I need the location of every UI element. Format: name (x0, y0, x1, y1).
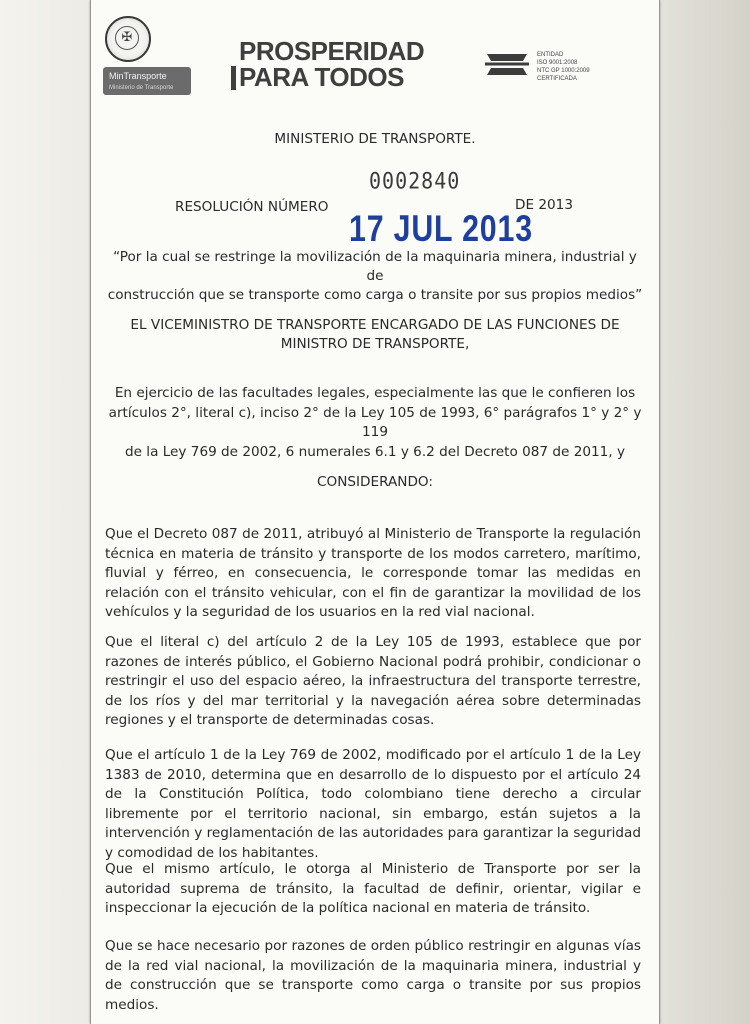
mintransporte-name: MinTransporte (109, 71, 167, 81)
mintransporte-tagline: Ministerio de Transporte (109, 85, 174, 91)
subject-line2: construcción que se transporte como carga o transite por sus propios medios” (107, 287, 643, 303)
certification-mark-icon (483, 50, 531, 78)
considerando-paragraph: Que el Decreto 087 de 2011, atribuyó al Ministerio de Transporte la regulación técnica en materia de tránsito y transporte de los modos carretero, marítimo, fluvial y férreo, en consecuencia, le corresponde tomar las medidas en relación con el tránsito vehicular, con el fin de garantizar la movilidad de los vehículos y la seguridad de los usuarios en la red vial nacional. (105, 526, 641, 620)
slogan-line2: PARA TODOS (239, 62, 404, 92)
paragraph-3-block (105, 746, 641, 863)
considerando-paragraph: Que el artículo 1 de la Ley 769 de 2002, modificado por el artículo 1 de la Ley 1383 de 2010, determina que en desarrollo de lo dispuesto por el artículo 24 de la Constitución Política, todo colombiano tiene derecho a circular libremente por el territorio nacional, sin embargo, están sujetos a la intervención y reglamentación de las autoridades para garantizar la seguridad y comodidad de los habitantes. (105, 747, 641, 861)
authority-heading (107, 316, 643, 354)
preamble-line3: de la Ley 769 de 2002, 6 numerales 6.1 y 6.2 del Decreto 087 de 2011, y (124, 443, 625, 460)
considerando-paragraph: Que se hace necesario por razones de orden público restringir en algunas vías de la red vial nacional, la movilización de la maquinaria minera, industrial y de construcción que se transporte como carga o transite por sus propios medios. (105, 938, 641, 1013)
considerando-paragraph: Que el mismo artículo, le otorga al Ministerio de Transporte por ser la autoridad suprema de tránsito, la facultad de definir, orientar, vigilar e inspeccionar la ejecución de la política nacional en materia de tránsito. (105, 861, 641, 916)
cert-line1: ENTIDAD (537, 52, 564, 58)
resolution-number-stamp: 0002840 (369, 167, 461, 195)
resolution-label: RESOLUCIÓN NÚMERO (175, 199, 329, 215)
preamble (101, 384, 649, 462)
colombia-coat-of-arms-icon: ✠ (115, 26, 139, 50)
cert-line3: NTC GP 1000:2009 (537, 68, 590, 74)
paragraph-1-block (105, 525, 641, 623)
ministry-name: MINISTERIO DE TRANSPORTE. (274, 131, 476, 147)
date-stamp: 17 JUL 2013 (349, 208, 533, 249)
cert-line2: ISO 9001:2008 (537, 60, 578, 66)
considerando-paragraph: Que el literal c) del artículo 2 de la Ley 105 de 1993, establece que por razones de interés público, el Gobierno Nacional podrá prohibir, condicionar o restringir el uso del espacio aéreo, la infraestructura del transporte terrestre, de los ríos y del mar territorial y la navegación aérea sobre determinadas regiones y el transporte de determinadas cosas. (105, 634, 641, 728)
cert-line4: CERTIFICADA (537, 76, 577, 82)
logo-bar (231, 66, 236, 90)
paragraph-4-block (105, 860, 641, 919)
considerando-heading: CONSIDERANDO: (317, 474, 433, 490)
paragraph-2-block (105, 633, 641, 731)
prosperidad-logo (239, 38, 424, 90)
slogan-line1: PROSPERIDAD (239, 36, 425, 66)
background-right (658, 0, 750, 1024)
paragraph-5-block (105, 937, 641, 1015)
document-page (90, 0, 660, 1024)
background-left (0, 0, 92, 1024)
preamble-line1: En ejercicio de las facultades legales, especialmente las que le confieren los (114, 385, 636, 401)
authority-line1: EL VICEMINISTRO DE TRANSPORTE ENCARGADO DE LAS FUNCIONES DE (130, 317, 620, 333)
coat-of-arms-seal (105, 16, 151, 62)
preamble-line2: artículos 2°, literal c), inciso 2° de la Ley 105 de 1993, 6° parágrafos 1° y 2° y 119 (108, 404, 642, 440)
authority-line2: MINISTRO DE TRANSPORTE, (280, 336, 470, 352)
subject (107, 248, 643, 305)
resolution-year: DE 2013 (515, 197, 573, 213)
certification-logo (483, 50, 603, 82)
mintransporte-logo (103, 67, 191, 95)
subject-line1: “Por la cual se restringe la movilización de la maquinaria minera, industrial y de (113, 249, 637, 284)
